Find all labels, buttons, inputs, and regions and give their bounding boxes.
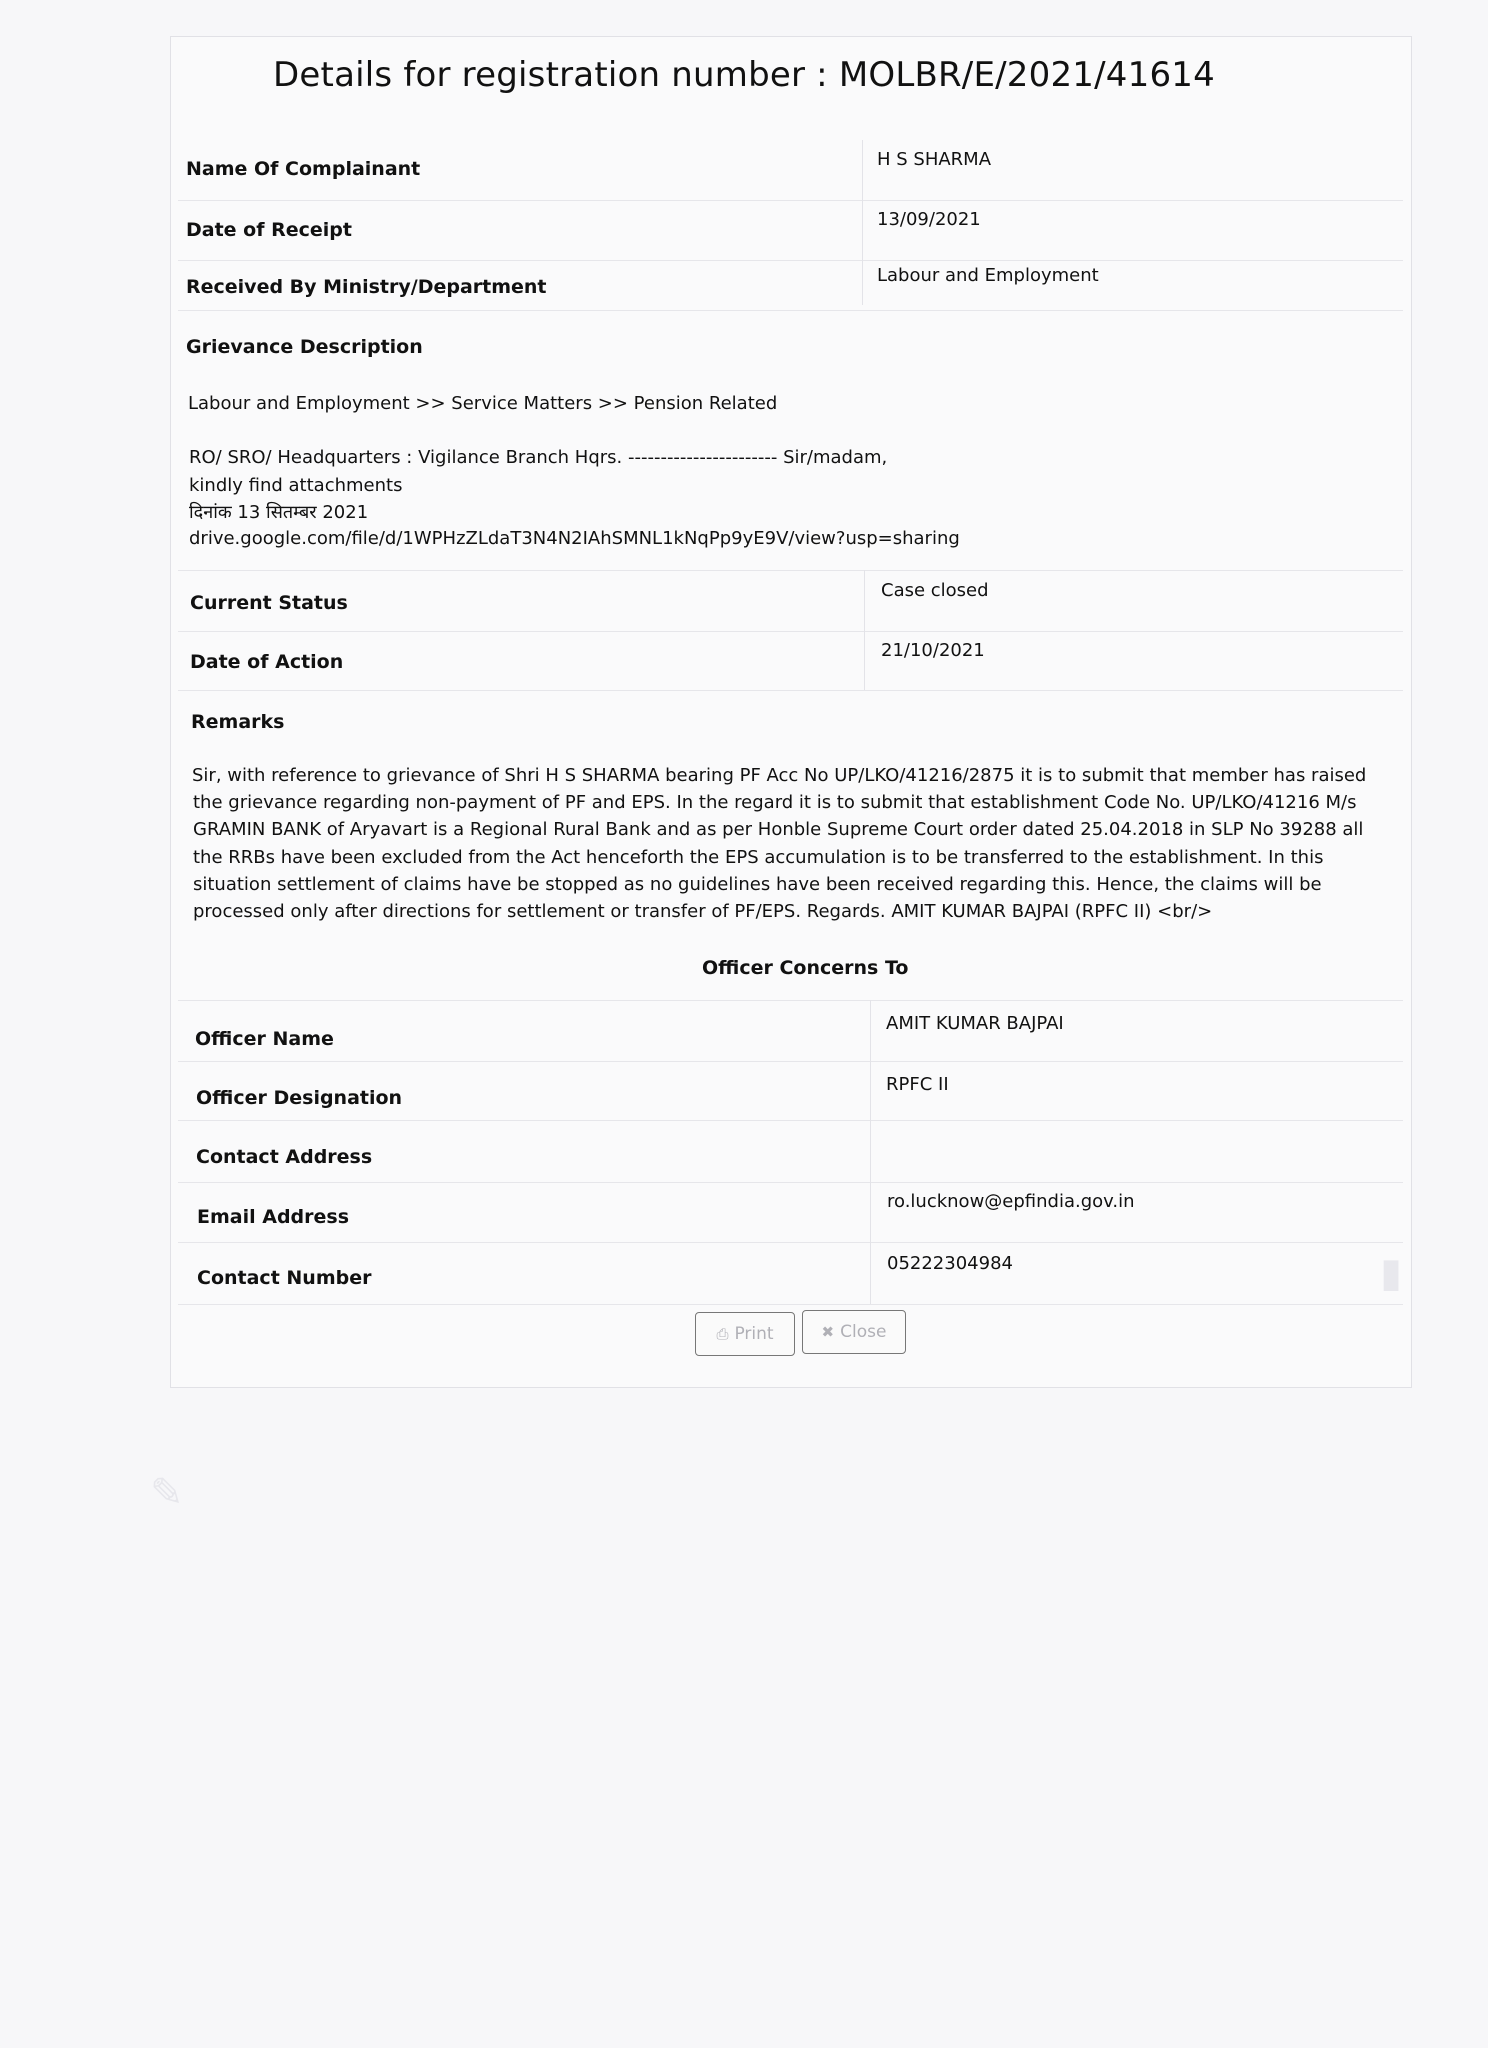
print-button[interactable] bbox=[695, 1312, 795, 1356]
remarks-line: Sir, with reference to grievance of Shri H S SHARMA bearing PF Acc No UP/LKO/41216/2875 it is to submit that member has raised bbox=[192, 765, 1367, 786]
close-icon: ✖ bbox=[821, 1323, 835, 1341]
ministry-value: Labour and Employment bbox=[877, 265, 1099, 286]
row-date-of-action bbox=[178, 630, 1403, 691]
row-status bbox=[178, 570, 1403, 632]
close-button-label: Close bbox=[840, 1322, 887, 1342]
remarks-line: the RRBs have been excluded from the Act henceforth the EPS accumulation is to be transferred to the establishment. In this bbox=[193, 847, 1324, 868]
officer-heading: Officer Concerns To bbox=[702, 957, 909, 979]
officer-name-label: Officer Name bbox=[195, 1028, 334, 1050]
close-button[interactable] bbox=[802, 1310, 906, 1354]
complainant-value: H S SHARMA bbox=[877, 149, 992, 170]
remarks-label: Remarks bbox=[191, 711, 285, 733]
remarks-line: situation settlement of claims have be stopped as no guidelines have been received regarding this. Hence, the claims will be bbox=[193, 874, 1322, 895]
officer-designation-label: Officer Designation bbox=[196, 1087, 403, 1109]
remarks-line: the grievance regarding non-payment of PF and EPS. In the regard it is to submit that establishment Code No. UP/LKO/41216 M/s bbox=[193, 792, 1357, 813]
grievance-text-line: kindly find attachments bbox=[189, 475, 403, 496]
complainant-label: Name Of Complainant bbox=[186, 158, 421, 180]
action-label: Date of Action bbox=[190, 651, 344, 673]
grievance-link: drive.google.com/file/d/1WPHzZLdaT3N4N2IAhSMNL1kNqPp9yE9V/view?usp=sharing bbox=[189, 528, 960, 549]
remarks-line: processed only after directions for settlement or transfer of PF/EPS. Regards. AMIT KUMAR BAJPAI (RPFC II) <br/> bbox=[193, 901, 1213, 922]
grievance-text-line: RO/ SRO/ Headquarters : Vigilance Branch Hqrs. ----------------------- Sir/madam, bbox=[189, 447, 888, 468]
officer-designation-value: RPFC II bbox=[886, 1074, 949, 1095]
column-divider bbox=[870, 1000, 871, 1304]
officer-name-value: AMIT KUMAR BAJPAI bbox=[886, 1013, 1064, 1034]
email-address-value: ro.lucknow@epfindia.gov.in bbox=[887, 1191, 1135, 1212]
row-receipt bbox=[178, 200, 1403, 261]
contact-number-value: 05222304984 bbox=[887, 1253, 1013, 1274]
contact-address-label: Contact Address bbox=[196, 1146, 373, 1168]
page-title: Details for registration number : MOLBR/E/2021/41614 bbox=[273, 55, 1215, 95]
printer-icon: ⎙ bbox=[716, 1325, 729, 1343]
email-address-label: Email Address bbox=[197, 1206, 350, 1228]
remarks-line: GRAMIN BANK of Aryavart is a Regional Rural Bank and as per Honble Supreme Court order dated 25.04.2018 in SLP No 39288 all bbox=[193, 819, 1364, 840]
status-label: Current Status bbox=[190, 592, 348, 614]
print-button-label: Print bbox=[734, 1324, 774, 1344]
show-through-mark: ▮ bbox=[1380, 1250, 1403, 1296]
status-value: Case closed bbox=[881, 580, 989, 601]
grievance-label: Grievance Description bbox=[186, 336, 423, 358]
action-value: 21/10/2021 bbox=[881, 640, 985, 661]
row-email-address bbox=[178, 1182, 1403, 1243]
receipt-value: 13/09/2021 bbox=[877, 209, 981, 230]
receipt-label: Date of Receipt bbox=[186, 219, 352, 241]
column-divider bbox=[864, 570, 865, 690]
row-grievance-header bbox=[178, 262, 1403, 311]
contact-number-label: Contact Number bbox=[197, 1267, 372, 1289]
show-through-mark: ✎ bbox=[150, 1470, 184, 1516]
ministry-label: Received By Ministry/Department bbox=[186, 276, 547, 298]
grievance-path: Labour and Employment >> Service Matters >> Pension Related bbox=[188, 393, 778, 414]
grievance-text-line: दिनांक 13 सितम्बर 2021 bbox=[189, 502, 369, 523]
row-officer-name bbox=[178, 1000, 1403, 1062]
